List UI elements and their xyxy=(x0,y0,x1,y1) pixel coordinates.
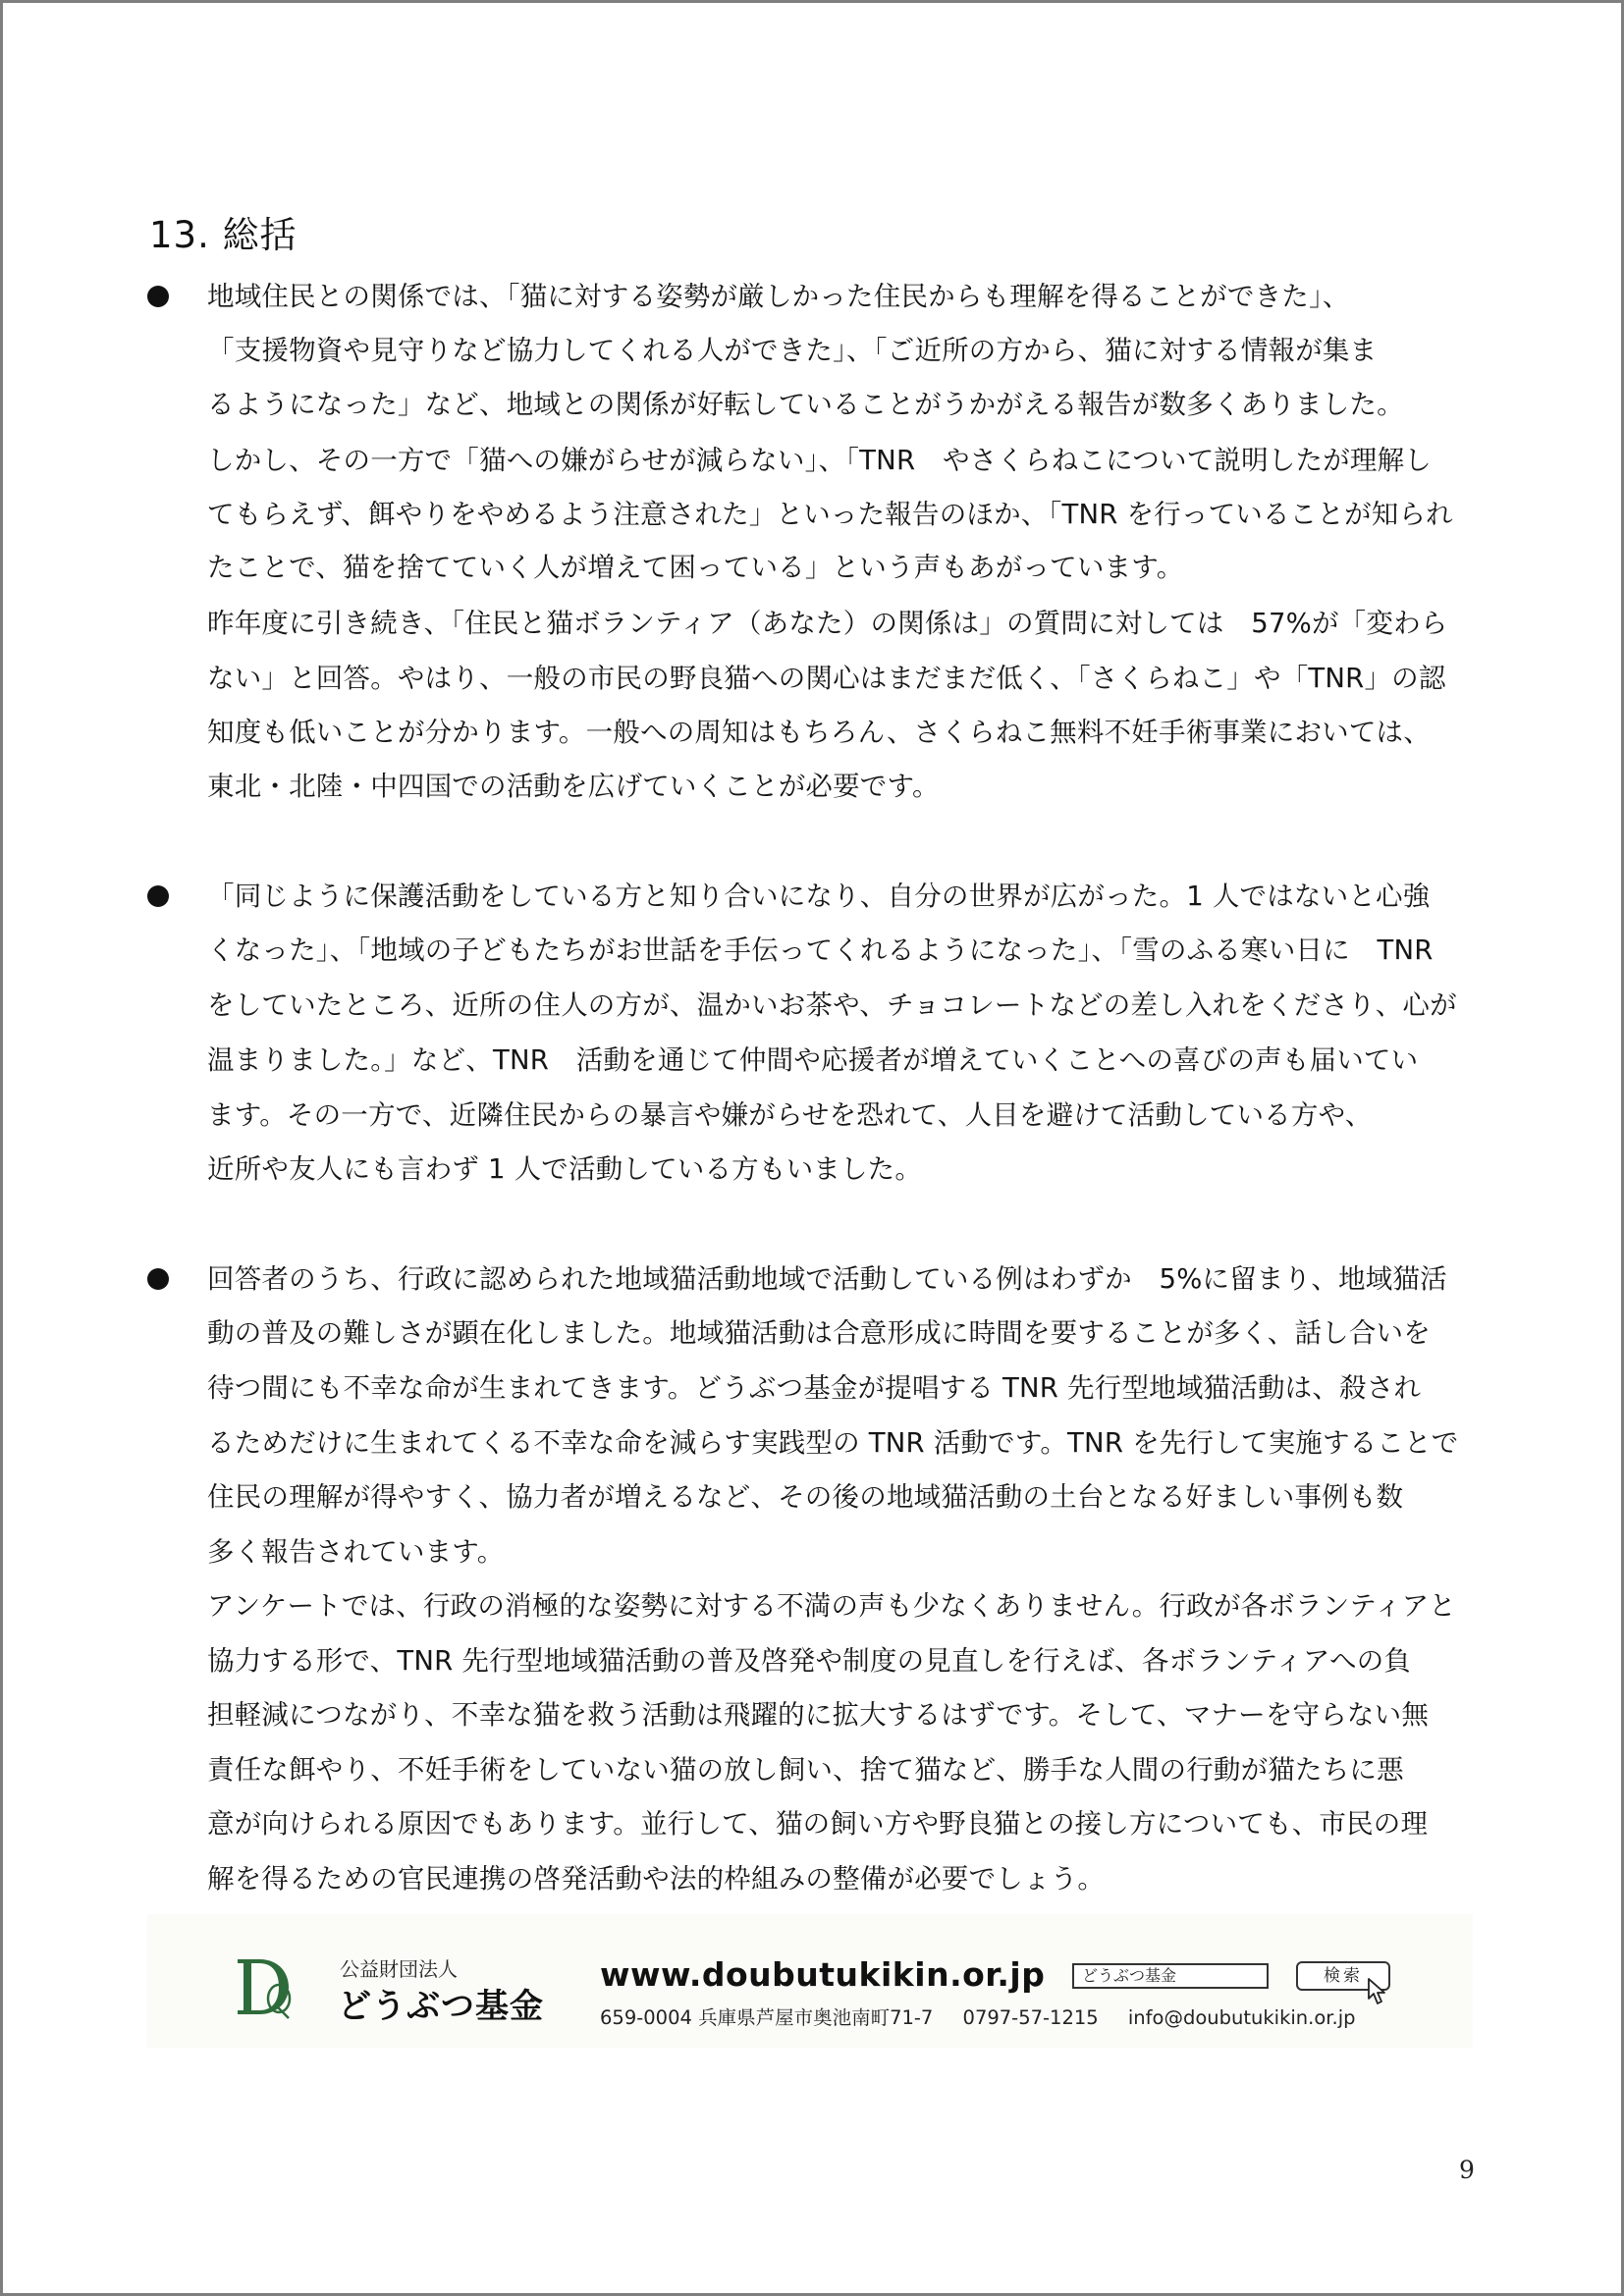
paragraph-line: たことで、猫を捨てていく人が増えて困っている」という声もあがっています。 xyxy=(207,552,1184,583)
search-input[interactable]: どうぶつ基金 xyxy=(1072,1963,1269,1989)
org-name: どうぶつ基金 xyxy=(338,1987,544,2026)
paragraph-line: 担軽減につながり、不幸な猫を救う活動は飛躍的に拡大するはずです。そして、マナーを守らない無 xyxy=(207,1699,1430,1731)
page-number: 9 xyxy=(1459,2156,1475,2184)
bullet-icon xyxy=(147,885,169,907)
paragraph-line: 近所や友人にも言わず 1 人で活動している方もいました。 xyxy=(207,1153,923,1185)
bullet-icon xyxy=(147,1268,169,1290)
paragraph-line: ない」と回答。やはり、一般の市民の野良猫への関心はまだまだ低く、「さくらねこ」や「TNR」の認 xyxy=(207,663,1446,694)
paragraph-line: てもらえず、餌やりをやめるよう注意された」といった報告のほか、「TNR を行っていることが知られ xyxy=(207,499,1453,530)
paragraph-line: 待つ間にも不幸な命が生まれてきます。どうぶつ基金が提唱する TNR 先行型地域猫活動は、殺され xyxy=(207,1372,1422,1404)
paragraph-line: 協力する形で、TNR 先行型地域猫活動の普及啓発や制度の見直しを行えば、各ボランティアへの負 xyxy=(207,1645,1412,1677)
paragraph-line: 昨年度に引き続き、「住民と猫ボランティア（あなた）の関係は」の質問に対しては 57%が「変わら xyxy=(207,608,1448,639)
paragraph-line: 東北・北陸・中四国での活動を広げていくことが必要です。 xyxy=(207,771,940,802)
phone-number: 0797-57-1215 xyxy=(962,2006,1099,2029)
paragraph-line: 意が向けられる原因でもあります。並行して、猫の飼い方や野良猫との接し方についても、市民の理 xyxy=(207,1808,1429,1840)
paragraph-line: 回答者のうち、行政に認められた地域猫活動地域で活動している例はわずか 5%に留まり、地域猫活 xyxy=(207,1263,1447,1295)
bullet-icon xyxy=(147,286,169,307)
contact-info xyxy=(600,2002,1380,2030)
postal-address: 659-0004 兵庫県芦屋市奥池南町71-7 xyxy=(600,2006,934,2029)
paragraph-line: 責任な餌やり、不妊手術をしていない猫の放し飼い、捨て猫など、勝手な人間の行動が猫たちに悪 xyxy=(207,1754,1404,1786)
section-heading: 13. 総括 xyxy=(149,214,298,256)
org-type: 公益財団法人 xyxy=(340,1957,458,1981)
paragraph-line: 解を得るための官民連携の啓発活動や法的枠組みの整備が必要でしょう。 xyxy=(207,1863,1106,1895)
paragraph-line: 「支援物資や見守りなど協力してくれる人ができた」、「ご近所の方から、猫に対する情報が集ま xyxy=(207,335,1378,366)
paragraph-line: くなった」、「地域の子どもたちがお世話を手伝ってくれるようになった」、「雪のふる寒い日に TNR xyxy=(207,934,1434,966)
paragraph-line: しかし、その一方で「猫への嫌がらせが減らない」、「TNR やさくらねこについて説明したが理解し xyxy=(207,445,1432,476)
paragraph-line: るようになった」など、地域との関係が好転していることがうかがえる報告が数多くありました。 xyxy=(207,389,1404,420)
paragraph-line: 温まりました。」など、TNR 活動を通じて仲間や応援者が増えていくことへの喜びの声も届いてい xyxy=(207,1044,1419,1076)
paragraph-line: るためだけに生まれてくる不幸な命を減らす実践型の TNR 活動です。TNR を先行して実施することで xyxy=(207,1427,1459,1459)
footer-banner xyxy=(147,1914,1473,2048)
website-url-link[interactable]: www.doubutukikin.or.jp xyxy=(600,1955,1046,1994)
search-button[interactable]: 検索 xyxy=(1296,1961,1390,1991)
foundation-logo-icon xyxy=(234,1953,304,2020)
paragraph-line: ます。その一方で、近隣住民からの暴言や嫌がらせを恐れて、人目を避けて活動している方や、 xyxy=(207,1099,1373,1131)
email-link[interactable]: info@doubutukikin.or.jp xyxy=(1127,2006,1356,2029)
paragraph-line: 多く報告されています。 xyxy=(207,1536,505,1568)
paragraph-line: 知度も低いことが分かります。一般への周知はもちろん、さくらねこ無料不妊手術事業においては、 xyxy=(207,717,1431,748)
paragraph-line: 住民の理解が得やすく、協力者が増えるなど、その後の地域猫活動の土台となる好ましい事例も数 xyxy=(207,1481,1404,1513)
paragraph-line: 「同じように保護活動をしている方と知り合いになり、自分の世界が広がった。1 人ではないと心強 xyxy=(207,881,1431,912)
paragraph-line: をしていたところ、近所の住人の方が、温かいお茶や、チョコレートなどの差し入れをくださり、心が xyxy=(207,989,1457,1021)
paragraph-line: アンケートでは、行政の消極的な姿勢に対する不満の声も少なくありません。行政が各ボランティアと xyxy=(207,1590,1456,1622)
paragraph-line: 動の普及の難しさが顕在化しました。地域猫活動は合意形成に時間を要することが多く、話し合いを xyxy=(207,1317,1431,1349)
paragraph-line: 地域住民との関係では、「猫に対する姿勢が厳しかった住民からも理解を得ることができた」、 xyxy=(207,281,1350,312)
